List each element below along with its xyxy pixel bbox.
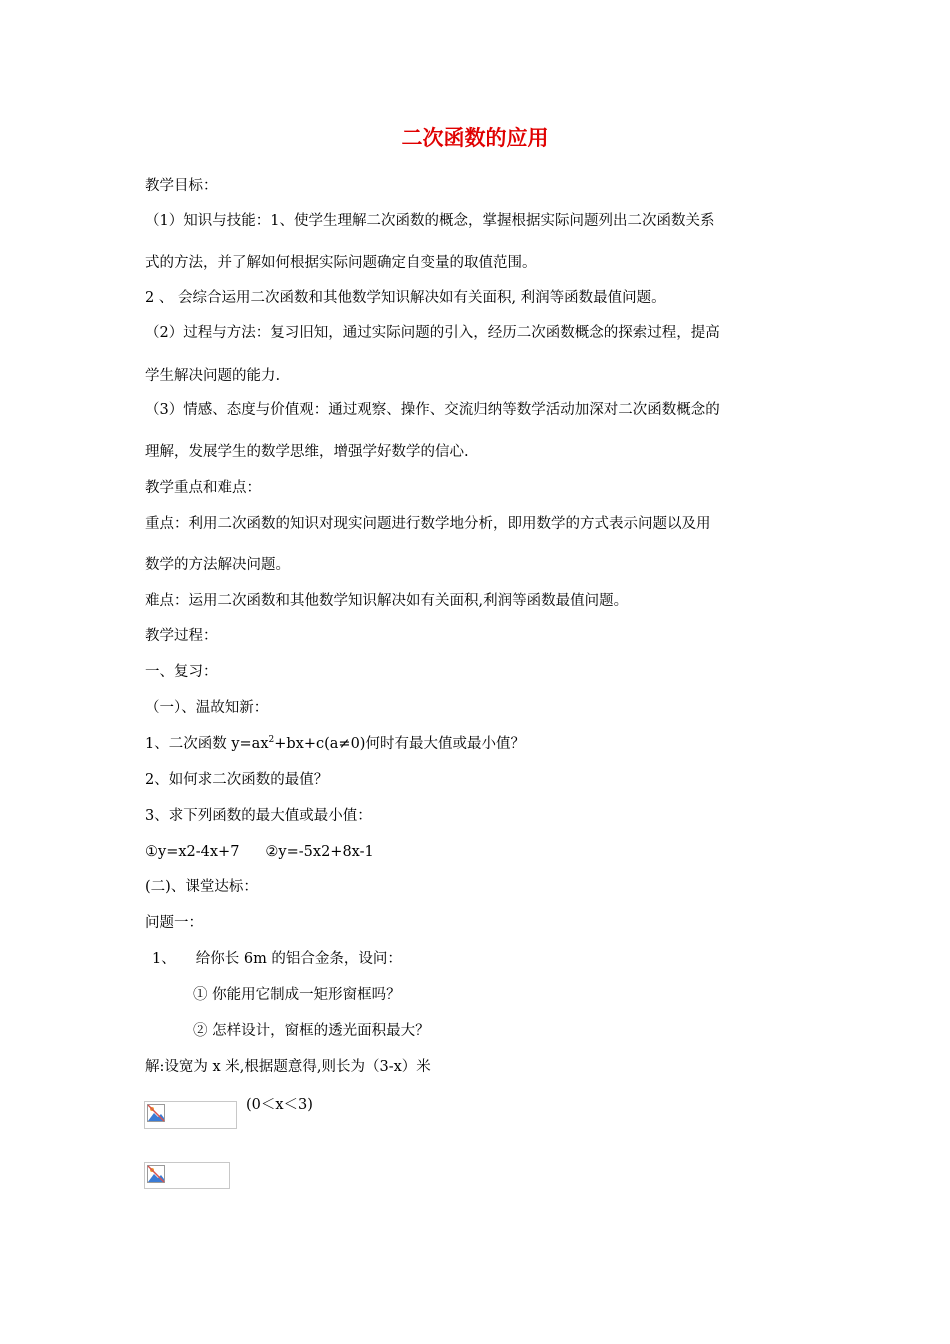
- paragraph-line: ② 怎样设计，窗框的透光面积最大？: [193, 1023, 430, 1039]
- paragraph-line: 理解，发展学生的数学思维，增强学好数学的信心.: [145, 444, 469, 460]
- paragraph-line: 3、求下列函数的最大值或最小值：: [145, 808, 372, 824]
- paragraph-line: [145, 842, 374, 862]
- text-run: +bx+c(a≠0)何时有最大值或最小值？: [274, 736, 525, 752]
- paragraph-line: 问题一：: [145, 915, 203, 931]
- paragraph-line: 数学的方法解决问题。: [145, 557, 290, 573]
- paragraph-line: （3）情感、态度与价值观：通过观察、操作、交流归纳等数学活动加深对二次函数概念的: [145, 402, 720, 418]
- paragraph-line: [152, 949, 402, 969]
- broken-image-placeholder: [144, 1162, 230, 1189]
- text-run: 给你长 6m 的铝合金条，设问：: [195, 951, 402, 967]
- text-run: 1、二次函数 y=ax: [145, 736, 269, 752]
- paragraph-line: （1）知识与技能：1、使学生理解二次函数的概念，掌握根据实际问题列出二次函数关系: [145, 213, 715, 229]
- page-title: 二次函数的应用: [401, 126, 549, 150]
- paragraph-line: [145, 734, 525, 754]
- paragraph-line: 2、如何求二次函数的最值？: [145, 772, 329, 788]
- paragraph-line: 难点：运用二次函数和其他数学知识解决如有关面积,利润等函数最值问题。: [145, 593, 629, 609]
- section-heading-key-points: 教学重点和难点：: [145, 480, 261, 496]
- paragraph-line: (二)、课堂达标：: [145, 879, 258, 895]
- section-heading-objectives: 教学目标：: [145, 178, 218, 194]
- paragraph-line: 重点：利用二次函数的知识对现实问题进行数学地分析，即用数学的方式表示问题以及用: [145, 516, 711, 532]
- paragraph-line: （2）过程与方法：复习旧知，通过实际问题的引入，经历二次函数概念的探索过程，提高: [145, 325, 720, 341]
- paragraph-line: （一）、温故知新：: [145, 700, 269, 716]
- superscript: 2: [268, 735, 275, 746]
- list-marker: 1、: [152, 951, 176, 967]
- broken-image-icon: [147, 1165, 165, 1183]
- broken-image-icon: [147, 1104, 165, 1122]
- paragraph-line: 式的方法，并了解如何根据实际问题确定自变量的取值范围。: [145, 255, 537, 271]
- paragraph-line: (0＜x＜3): [246, 1097, 313, 1113]
- section-heading-process: 教学过程：: [145, 628, 218, 644]
- paragraph-line: 学生解决问题的能力.: [145, 368, 281, 384]
- paragraph-line: 2 、 会综合运用二次函数和其他数学知识解决如有关面积, 利润等函数最值问题。: [145, 290, 666, 306]
- text-run: ②y=-5x2+8x-1: [265, 844, 374, 860]
- broken-image-placeholder: [144, 1101, 237, 1129]
- paragraph-line: ① 你能用它制成一矩形窗框吗？: [193, 987, 401, 1003]
- paragraph-line: 解:设宽为 x 米,根据题意得,则长为（3-x）米: [145, 1059, 431, 1075]
- text-run: ①y=x2-4x+7: [145, 844, 240, 860]
- paragraph-line: 一、复习：: [145, 664, 218, 680]
